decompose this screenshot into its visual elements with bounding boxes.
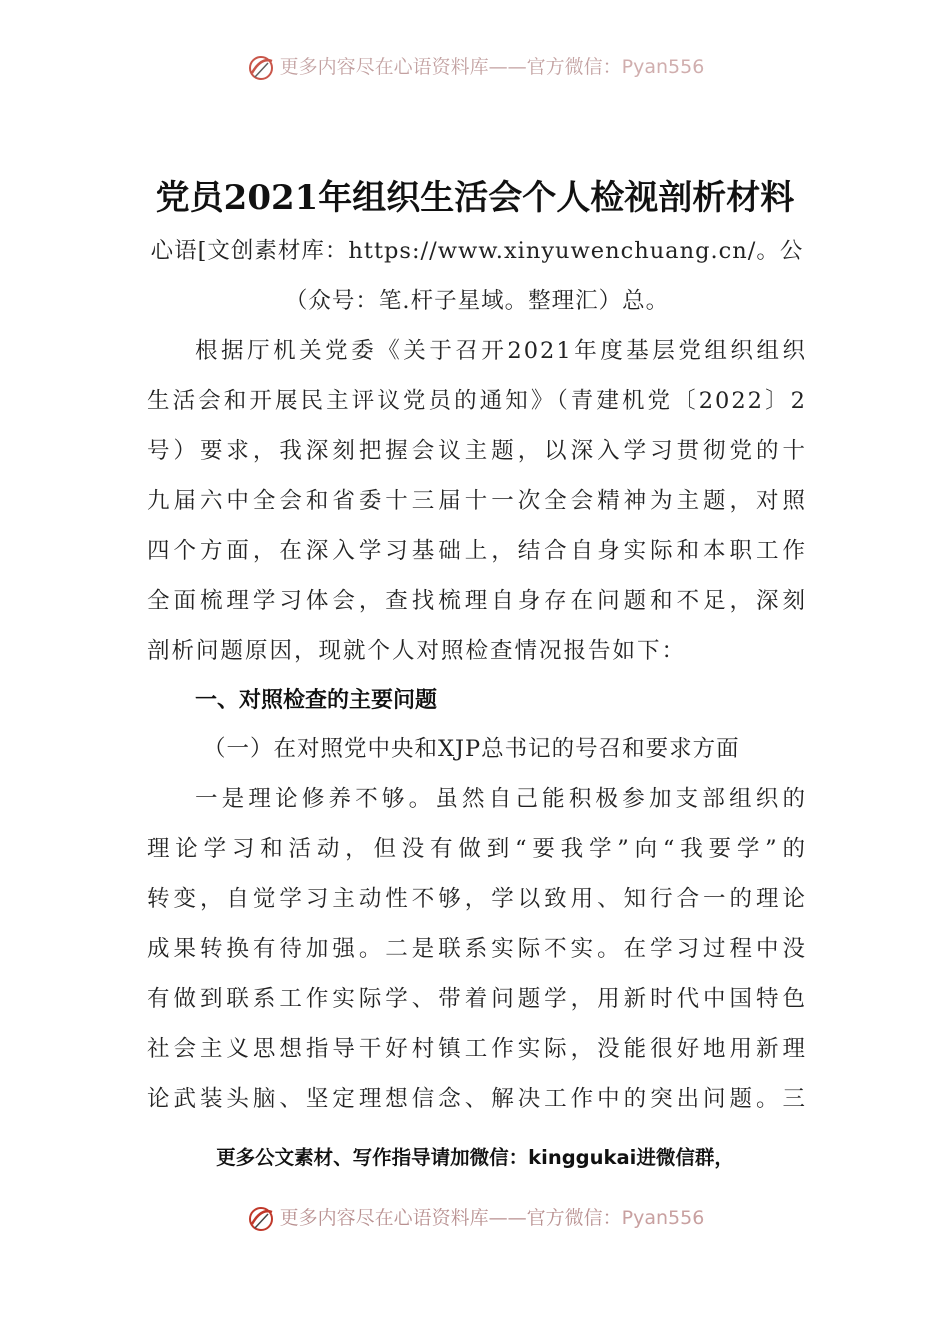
body-line: 社会主义思想指导干好村镇工作实际，没能很好地用新理: [147, 1036, 807, 1062]
source-line-2: （众号：笔.杆子星域。整理汇）总。: [284, 288, 670, 314]
intro-line: 剖析问题原因，现就个人对照检查情况报告如下：: [147, 638, 687, 664]
watermark-text: 更多内容尽在心语资料库——官方微信：: [279, 1207, 622, 1229]
subsection-heading: （一）在对照党中央和XJP总书记的号召和要求方面: [203, 736, 740, 762]
body-line: 转变，自觉学习主动性不够，学以致用、知行合一的理论: [147, 886, 807, 912]
intro-line: 生活会和开展民主评议党员的通知》（青建机党〔2022〕2: [147, 388, 807, 414]
footer-note: 更多公文素材、写作指导请加微信：kinggukai进微信群，: [216, 1146, 734, 1169]
body-line: 论武装头脑、坚定理想信念、解决工作中的突出问题。三: [147, 1086, 807, 1112]
intro-line: 九届六中全会和省委十三届十一次全会精神为主题，对照: [147, 488, 807, 514]
watermark-handle: Pyan556: [621, 1207, 705, 1229]
watermark-top: [0, 52, 950, 83]
body-line: 成果转换有待加强。二是联系实际不实。在学习过程中没: [147, 936, 807, 962]
source-block: [147, 226, 807, 326]
document-title: 党员2021年组织生活会个人检视剖析材料: [155, 178, 795, 218]
xinyu-logo-icon: [246, 1204, 276, 1234]
watermark-bottom: [0, 1203, 950, 1234]
intro-line: 全面梳理学习体会，查找梳理自身存在问题和不足，深刻: [147, 588, 807, 614]
watermark-handle: Pyan556: [621, 56, 705, 78]
section-heading-block: [147, 676, 807, 726]
section-heading: 一、对照检查的主要问题: [195, 688, 438, 713]
body-paragraph: [147, 774, 807, 1124]
watermark-text: 更多内容尽在心语资料库——官方微信：: [279, 56, 622, 78]
intro-line: 四个方面，在深入学习基础上，结合自身实际和本职工作: [147, 538, 807, 564]
intro-line: 根据厅机关党委《关于召开2021年度基层党组织组织: [195, 338, 807, 364]
body-line: 理论学习和活动，但没有做到“要我学”向“我要学”的: [147, 836, 807, 862]
intro-paragraph: [147, 326, 807, 676]
source-line-1: 心语[文创素材库：https://www.xinyuwenchuang.cn/。公: [150, 238, 804, 264]
intro-line: 号）要求，我深刻把握会议主题，以深入学习贯彻党的十: [147, 438, 807, 464]
body-line: 一是理论修养不够。虽然自己能积极参加支部组织的: [195, 786, 807, 812]
body-line: 有做到联系工作实际学、带着问题学，用新时代中国特色: [147, 986, 807, 1012]
subsection-heading-block: [147, 724, 807, 774]
xinyu-logo-icon: [246, 53, 276, 83]
